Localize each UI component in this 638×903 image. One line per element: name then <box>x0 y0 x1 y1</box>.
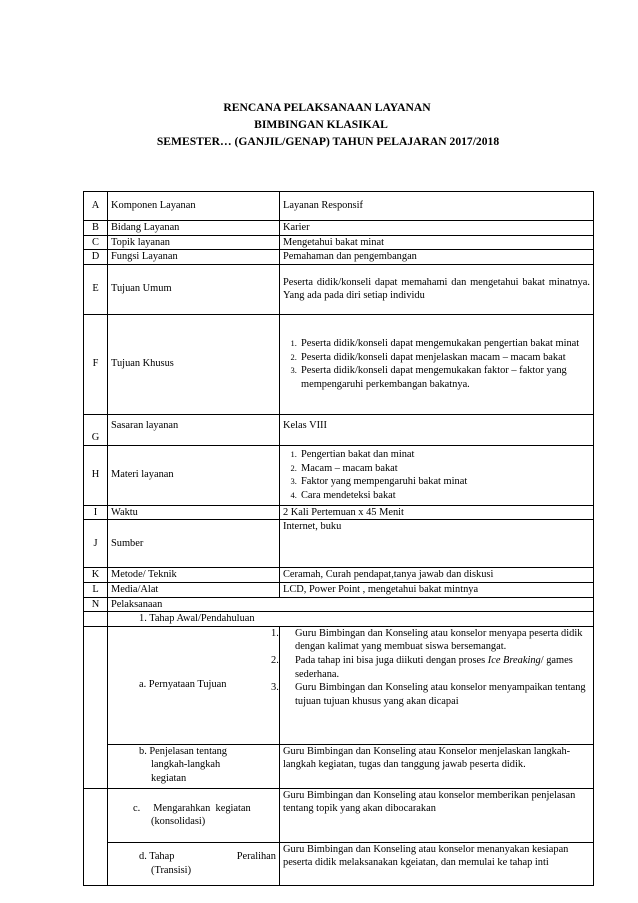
row-value: Karier <box>280 221 594 236</box>
step-label-text: a. Pernyataan Tujuan <box>139 679 227 691</box>
row-mengarahkan <box>84 788 594 842</box>
document-header <box>0 99 638 150</box>
row-label: Komponen Layanan <box>108 192 280 221</box>
row-j <box>84 520 594 568</box>
list-number: 2. <box>271 654 279 666</box>
row-code: D <box>84 250 108 265</box>
step-label <box>108 744 280 788</box>
row-tahap-awal <box>84 612 594 627</box>
step-label-text: langkah-langkah <box>151 759 221 771</box>
row-label: Tujuan Khusus <box>108 314 280 414</box>
list-item: 4. Cara mendeteksi bakat <box>299 489 590 503</box>
row-label: Pelaksanaan <box>108 597 594 612</box>
row-l <box>84 582 594 597</box>
row-label-text: Sasaran layanan <box>111 419 179 431</box>
row-code: K <box>84 568 108 583</box>
step-label-text: (Transisi) <box>151 864 192 876</box>
row-a <box>84 192 594 221</box>
row-g <box>84 414 594 445</box>
list-item: 2. Peserta didik/konseli dapat menjelaskan macam – macam bakat <box>299 351 590 365</box>
list-text: Guru Bimbingan dan Konseling atau konselor menyapa peserta didik dengan kalimat yang membuat siswa bersemangat. <box>295 627 583 653</box>
row-code: B <box>84 221 108 236</box>
stage-heading-text: 1. Tahap Awal/Pendahuluan <box>139 613 255 625</box>
list-number: 1. <box>271 627 279 639</box>
row-value: Mengetahui bakat minat <box>280 235 594 250</box>
row-label: Media/Alat <box>108 582 280 597</box>
list-item <box>271 627 590 654</box>
step-label-text: (konsolidasi) <box>151 816 206 828</box>
row-code: C <box>84 235 108 250</box>
step-label-text: b. Penjelasan tentang <box>139 745 228 757</box>
row-code: H <box>84 445 108 505</box>
row-label: Waktu <box>108 505 280 520</box>
step-detail: Guru Bimbingan dan Konseling atau Konselor menjelaskan langkah-langkah kegiatan, tugas dan tanggung jawab peserta didik. <box>280 744 594 788</box>
row-value: Layanan Responsif <box>280 192 594 221</box>
list-item: 3. Faktor yang mempengaruhi bakat minat <box>299 475 590 489</box>
row-label: Bidang Layanan <box>108 221 280 236</box>
tujuan-khusus-list <box>283 337 590 391</box>
step-detail: Guru Bimbingan dan Konseling atau konselor menanyakan kesiapan peserta didik melaksanakan kgeiatan, dan memulai ke tahap inti <box>280 842 594 885</box>
step-label-text: kegiatan <box>151 772 187 784</box>
row-b <box>84 221 594 236</box>
row-value: Ceramah, Curah pendapat,tanya jawab dan diskusi <box>280 568 594 583</box>
row-value-text: Kelas VIII <box>283 419 327 431</box>
step-detail <box>271 626 594 744</box>
row-label: Fungsi Layanan <box>108 250 280 265</box>
row-value: LCD, Power Point , mengetahui bakat mintnya <box>280 582 594 597</box>
rpl-table <box>83 191 594 886</box>
document-title: RENCANA PELAKSANAAN LAYANAN <box>223 101 431 114</box>
step-label <box>108 842 280 885</box>
step-label <box>108 788 280 842</box>
step-label-line <box>111 850 276 864</box>
step-label-text: c. Mengarahkan kegiatan <box>133 802 251 814</box>
list-item: 1. Pengertian bakat dan minat <box>299 448 590 462</box>
row-code: J <box>84 520 108 568</box>
row-code: F <box>84 314 108 414</box>
list-text: Pada tahap ini bisa juga diikuti dengan proses <box>295 654 488 666</box>
row-label: Metode/ Teknik <box>108 568 280 583</box>
row-k <box>84 568 594 583</box>
row-code: E <box>84 264 108 314</box>
list-item: 1. Peserta didik/konseli dapat mengemukakan pengertian bakat minat <box>299 337 590 351</box>
row-code: L <box>84 582 108 597</box>
row-tahap-peralihan <box>84 842 594 885</box>
ice-breaking-term: Ice Breaking <box>487 654 541 666</box>
row-d <box>84 250 594 265</box>
row-e <box>84 264 594 314</box>
row-label: Sumber <box>108 520 280 568</box>
row-value <box>280 314 594 414</box>
row-n <box>84 597 594 612</box>
row-value: Peserta didik/konseli dapat memahami dan mengetahui bakat minatnya. Yang ada pada diri setiap individu <box>280 264 594 314</box>
row-label: Tujuan Umum <box>108 264 280 314</box>
row-label: Materi layanan <box>108 445 280 505</box>
list-item <box>271 654 590 681</box>
stage-heading <box>108 612 594 627</box>
row-label <box>108 414 280 445</box>
list-text: Guru Bimbingan dan Konseling atau konselor menyampaikan tentang tujuan tujuan khusus yang akan dicapai <box>295 682 586 707</box>
row-value <box>280 445 594 505</box>
step-label-text: Peralihan <box>236 851 276 863</box>
row-f <box>84 314 594 414</box>
step-detail: Guru Bimbingan dan Konseling atau konselor memberikan penjelasan tentang topik yang akan dibocarakan <box>280 788 594 842</box>
list-item <box>271 681 590 708</box>
document-subtitle: BIMBINGAN KLASIKAL <box>254 118 388 131</box>
row-value: Pemahaman dan pengembangan <box>280 250 594 265</box>
row-value <box>280 414 594 445</box>
row-h <box>84 445 594 505</box>
list-item: 3. Peserta didik/konseli dapat mengemukakan faktor – faktor yang mempengaruhi perkembangan bakatnya. <box>299 364 590 391</box>
step-label <box>108 626 280 744</box>
row-code: G <box>84 414 108 445</box>
row-c <box>84 235 594 250</box>
materi-list <box>283 448 590 502</box>
list-item: 2. Macam – macam bakat <box>299 462 590 476</box>
row-code: I <box>84 505 108 520</box>
row-code: N <box>84 597 108 612</box>
row-i <box>84 505 594 520</box>
row-code: A <box>84 192 108 221</box>
list-number: 3. <box>271 682 279 694</box>
row-pernyataan-tujuan <box>84 626 594 744</box>
row-value: Internet, buku <box>280 520 594 568</box>
row-penjelasan <box>84 744 594 788</box>
step-label-text: d. Tahap <box>139 851 175 863</box>
row-label: Topik layanan <box>108 235 280 250</box>
semester-line: SEMESTER… (GANJIL/GENAP) TAHUN PELAJARAN 2017/2018 <box>156 135 500 148</box>
list-text: / games sederhana. <box>295 654 573 680</box>
row-value: 2 Kali Pertemuan x 45 Menit <box>280 505 594 520</box>
